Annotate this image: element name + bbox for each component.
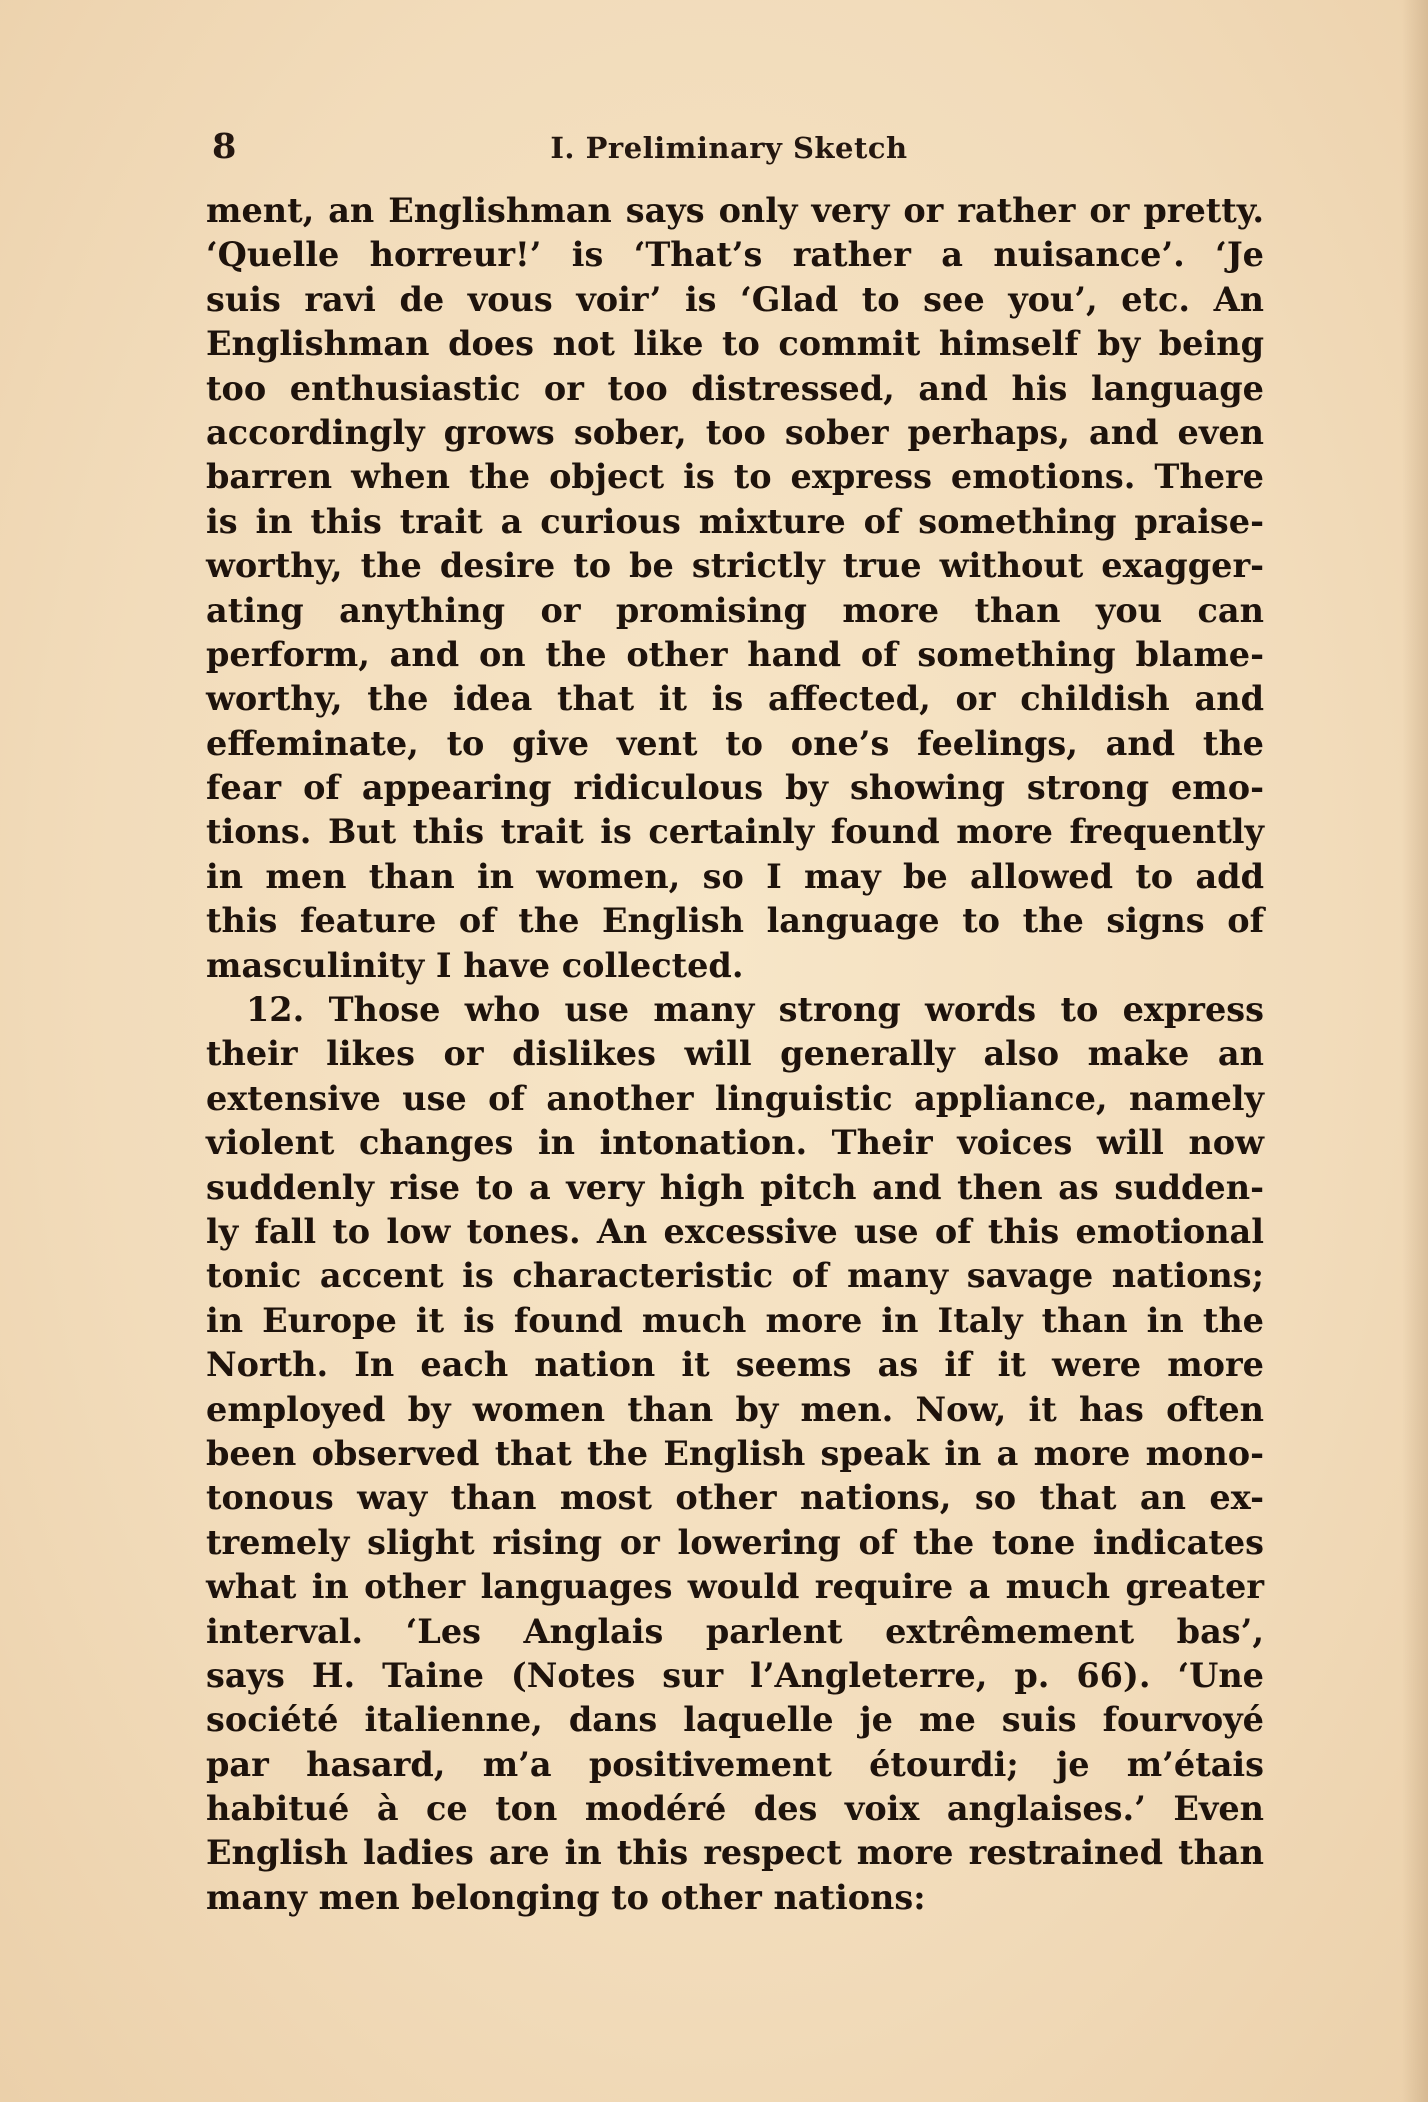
- text-line: ‘Quelle horreur!’ is ‘That’s rather a nuisance’. ‘Je: [206, 235, 1264, 275]
- text-line: accordingly grows sober, too sober perhaps, and even: [206, 412, 1264, 452]
- text-line: worthy, the desire to be strictly true without exagger-: [206, 546, 1264, 586]
- text-line: many men belonging to other nations:: [206, 1877, 926, 1917]
- text-line: is in this trait a curious mixture of something praise-: [206, 501, 1264, 541]
- text-line: suis ravi de vous voir’ is ‘Glad to see you’, etc. An: [206, 279, 1264, 319]
- text-line: interval. ‘Les Anglais parlent extrêmement bas’,: [206, 1611, 1264, 1651]
- text-line: been observed that the English speak in a more mono-: [206, 1433, 1264, 1473]
- text-line: Englishman does not like to commit himself by being: [206, 324, 1264, 364]
- text-line: too enthusiastic or too distressed, and his language: [206, 368, 1264, 408]
- text-line: this feature of the English language to the signs of: [206, 901, 1264, 941]
- text-line: tonous way than most other nations, so that an ex-: [206, 1478, 1264, 1518]
- body-text: [206, 189, 1264, 1920]
- text-line: par hasard, m’a positivement étourdi; je m’étais: [206, 1744, 1264, 1784]
- text-line: North. In each nation it seems as if it were more: [206, 1345, 1264, 1385]
- text-line: effeminate, to give vent to one’s feelings, and the: [206, 723, 1264, 763]
- text-line: says H. Taine (Notes sur l’Angleterre, p. 66). ‘Une: [206, 1655, 1264, 1695]
- text-line: English ladies are in this respect more restrained than: [206, 1833, 1264, 1873]
- text-line: ment, an Englishman says only very or rather or pretty.: [206, 191, 1264, 230]
- text-line: société italienne, dans laquelle je me suis fourvoyé: [206, 1700, 1264, 1740]
- page-number: 8: [212, 126, 237, 167]
- text-line: extensive use of another linguistic appliance, namely: [206, 1078, 1264, 1118]
- text-line: employed by women than by men. Now, it has often: [206, 1389, 1264, 1429]
- page-edge-shadow: [1402, 0, 1428, 2102]
- text-line: perform, and on the other hand of something blame-: [206, 634, 1264, 674]
- text-line: tonic accent is characteristic of many savage nations;: [206, 1256, 1264, 1296]
- text-line: tions. But this trait is certainly found more frequently: [206, 812, 1264, 852]
- text-line: ly fall to low tones. An excessive use of this emotional: [206, 1211, 1264, 1251]
- text-line: in Europe it is found much more in Italy than in the: [206, 1300, 1264, 1340]
- text-line: their likes or dislikes will generally also make an: [206, 1034, 1264, 1074]
- text-line: violent changes in intonation. Their voices will now: [206, 1123, 1264, 1163]
- text-line: worthy, the idea that it is affected, or childish and: [206, 679, 1264, 719]
- text-line: 12. Those who use many strong words to express: [246, 990, 1264, 1030]
- text-line: barren when the object is to express emotions. There: [206, 457, 1264, 497]
- text-line: suddenly rise to a very high pitch and then as sudden-: [206, 1167, 1264, 1207]
- text-line: what in other languages would require a much greater: [206, 1567, 1264, 1607]
- running-head: I. Preliminary Sketch: [550, 131, 908, 165]
- text-line: tremely slight rising or lowering of the tone indicates: [206, 1522, 1264, 1562]
- text-line: habitué à ce ton modéré des voix anglaises.’ Even: [206, 1789, 1264, 1829]
- text-line: fear of appearing ridiculous by showing strong emo-: [206, 768, 1264, 808]
- text-line: ating anything or promising more than you can: [206, 590, 1264, 630]
- text-line: in men than in women, so I may be allowed to add: [206, 856, 1264, 896]
- text-line: masculinity I have collected.: [206, 945, 744, 985]
